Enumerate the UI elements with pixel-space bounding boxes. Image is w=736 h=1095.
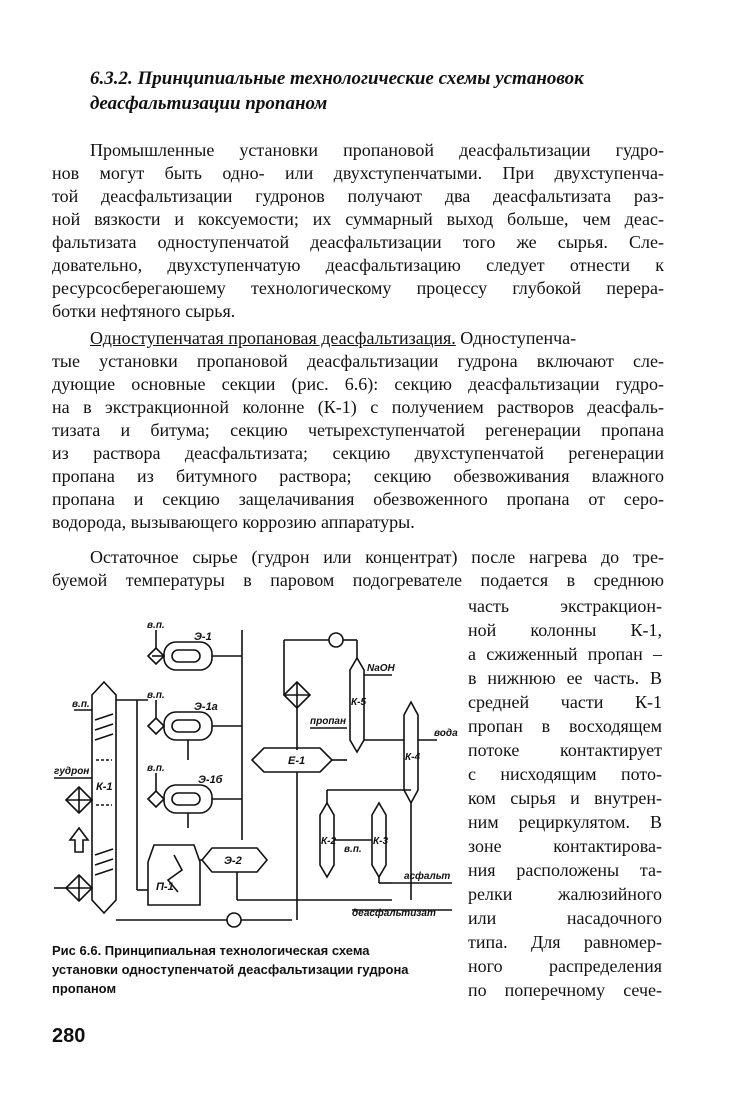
column-line: потоке контактирует (468, 740, 662, 760)
label-deasfaltizat: деасфальтизат (352, 908, 436, 919)
figure-caption (52, 941, 452, 998)
paragraph2-line: из раствора деасфальтизата; секцию двухступенчатой регенерации (52, 443, 664, 463)
label-k1: К-1 (96, 781, 113, 793)
figure-caption-line3: пропаном (52, 981, 117, 996)
column-line: зоне контактирова- (468, 836, 662, 856)
paragraph3-line: буемой температуры в паровом подогревателе подается в среднюю (52, 570, 664, 590)
column-k1 (92, 682, 116, 913)
column-line: ком сырья и внутрен- (468, 788, 662, 808)
label-gudron: гудрон (54, 766, 90, 777)
paragraph1-line: довательно, двухступенчатую деасфальтизацию следует отнести к (52, 255, 664, 275)
figure-caption-line2: установки одноступенчатой деасфальтизации гудрона (52, 962, 409, 977)
pump-top (329, 633, 343, 647)
column-line: ния расположены та- (468, 860, 662, 880)
paragraph1-line: той деасфальтизации гудронов получают два деасфальтизата раз- (52, 186, 664, 206)
page-number: 280 (52, 1025, 86, 1047)
label-e1a: Э-1а (194, 701, 218, 713)
label-voda: вода (434, 728, 458, 739)
figure-caption-line1: Рис 6.6. Принципиальная технологическая схема (52, 943, 370, 958)
column-line: часть экстракцион- (468, 596, 662, 616)
paragraph1-line: нов могут быть одно- или двухступенчатыми. При двухступенча- (52, 163, 664, 183)
underlined-subheading: Одноступенчатая пропановая деасфальтизация. (90, 328, 456, 348)
section-heading (90, 66, 690, 116)
paragraph2-line: пропана из битумного раствора; секцию обезвоживания влажного (52, 466, 664, 486)
paragraph1-line: ботки нефтяного сырья. (52, 301, 236, 321)
paragraph2-line: тые установки пропановой деасфальтизации гудрона включают сле- (52, 351, 664, 371)
paragraph1-line: фальтизата одноступенчатой деасфальтизации того же сырья. Сле- (52, 232, 664, 252)
feed-pump (70, 828, 88, 852)
process-flow-diagram (52, 600, 462, 935)
column-line: типа. Для равномер- (468, 932, 662, 952)
column-line: в нижнюю ее часть. В (468, 668, 662, 688)
feed-heat-exchanger (66, 787, 92, 813)
column-line: средней части К-1 (468, 692, 662, 712)
label-propan: пропан (310, 716, 347, 727)
label-k5: К-5 (351, 697, 367, 708)
column-line: ним рециркулятом. В (468, 812, 662, 832)
section-heading-line1: 6.3.2. Принципиальные технологические схемы установок (90, 68, 584, 89)
label-k4: К-4 (405, 752, 421, 763)
label-e1b: Э-1б (198, 774, 223, 786)
propane-heat-exchanger (66, 875, 92, 901)
label-vp4: в.п. (72, 699, 90, 710)
label-vp5: в.п. (344, 844, 362, 855)
label-e2: Э-2 (224, 855, 242, 867)
paragraph2-line: на в экстракционной колонне (К-1) с получением растворов деасфаль- (52, 397, 664, 417)
label-vp1: в.п. (147, 620, 165, 631)
paragraph2-line: пропана и секцию защелачивания обезвоженного пропана от серо- (52, 489, 664, 509)
pump-bottom (227, 913, 241, 927)
section-heading-line2: деасфальтизации пропаном (90, 93, 328, 114)
column-line: релки жалюзийного (468, 884, 662, 904)
label-k3: К-3 (373, 836, 389, 847)
label-asfalt: асфальт (404, 871, 451, 882)
column-line: пропан в восходящем (468, 716, 662, 736)
center-heat-exchanger (284, 682, 310, 708)
paragraph2-first-rest: Одноступенча- (455, 328, 577, 348)
label-p1: П-1 (156, 881, 174, 893)
furnace-p1 (148, 845, 200, 905)
paragraph3-line: Остаточное сырье (гудрон или концентрат) после нагрева до тре- (90, 547, 664, 567)
paragraph2-first-line (90, 327, 576, 350)
paragraph2-line: тизата и битума; секцию четырехступенчатой регенерации пропана (52, 420, 664, 440)
column-line: а сжиженный пропан – (468, 644, 662, 664)
label-vp2: в.п. (147, 690, 165, 701)
label-e1: Э-1 (194, 631, 212, 643)
column-line: ного распределения (468, 956, 662, 976)
column-line: ной колонны К-1, (468, 620, 662, 640)
paragraph1-line: ной вязкости и коксуемости; их суммарный выход больше, чем деас- (52, 209, 664, 229)
paragraph1-line: ресурсосберегаюшему технологическому процессу глубокой перера- (52, 278, 664, 298)
column-line: или насадочного (468, 908, 662, 928)
label-k2: К-2 (321, 836, 337, 847)
paragraph2-line: водорода, вызывающего коррозию аппаратуры. (52, 512, 415, 532)
paragraph2-line: дующие основные секции (рис. 6.6): секцию деасфальтизации гудро- (52, 374, 664, 394)
column-line: по поперечному сече- (468, 980, 662, 1000)
paragraph1-line: Промышленные установки пропановой деасфальтизации гудро- (90, 140, 664, 160)
column-line: с нисходящим пото- (468, 764, 662, 784)
label-vp3: в.п. (147, 763, 165, 774)
label-naoh: NaOH (367, 663, 395, 674)
label-b1: Е-1 (288, 755, 306, 767)
